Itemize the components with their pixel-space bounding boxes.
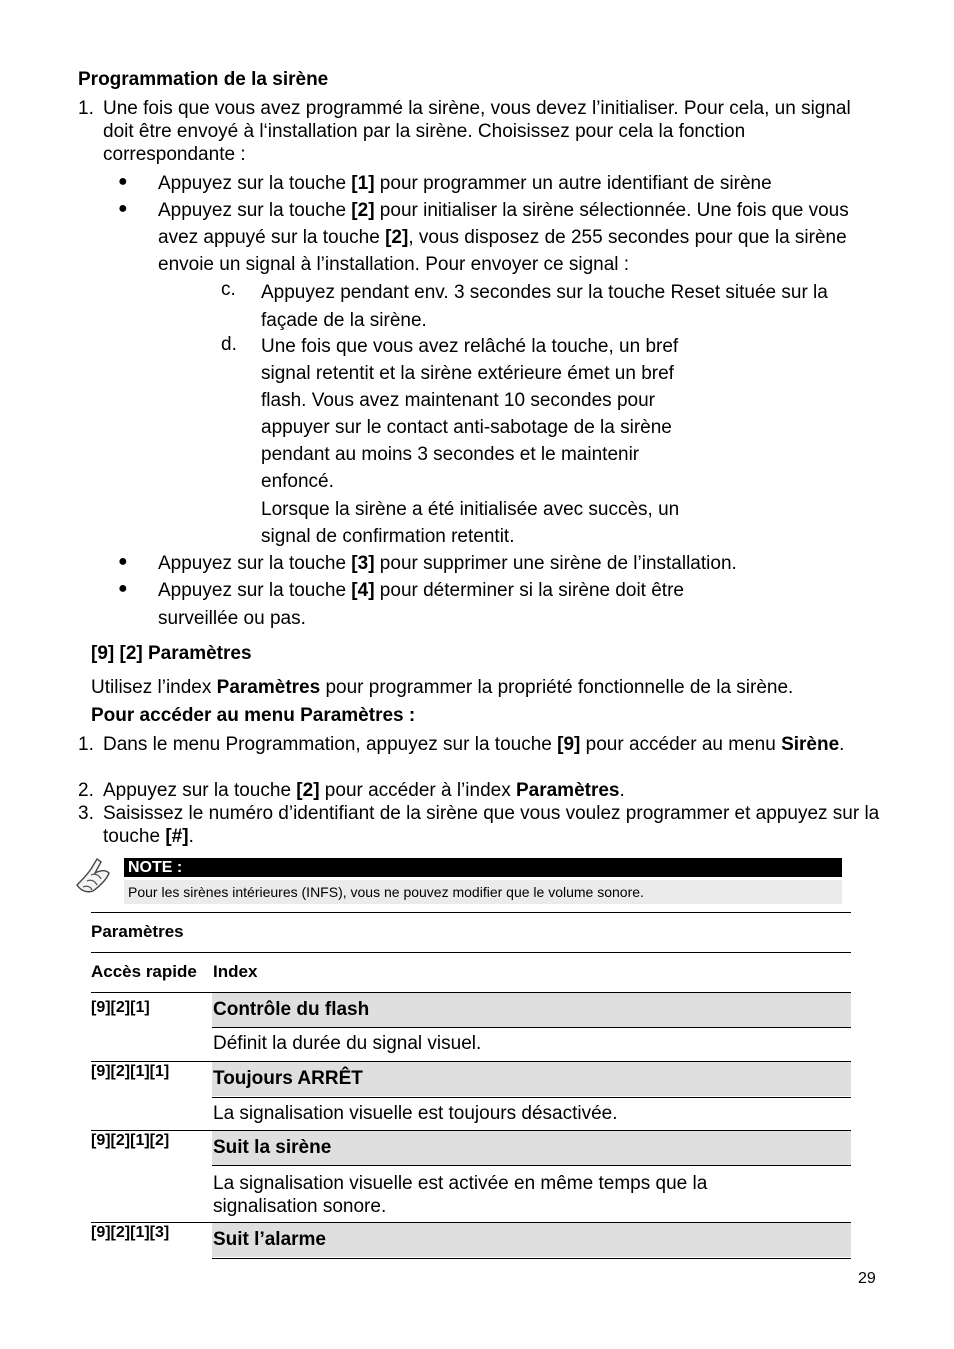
bullet-text: Appuyez sur la touche bbox=[158, 553, 352, 574]
bullet-text: Appuyez sur la touche bbox=[158, 173, 352, 194]
row-code: [9][2][1][3] bbox=[91, 1224, 170, 1241]
table-rule bbox=[91, 912, 851, 913]
intro-paragraph bbox=[91, 677, 793, 699]
step-text: Une fois que vous avez programmé la sirène, vous devez l’initialiser. Pour cela, un signal doit être envoyé à l‘installation par la sirène. Choisissez pour cela la fonction correspondante : bbox=[103, 98, 851, 165]
key-label: [4] bbox=[351, 580, 375, 601]
column-header-index: Index bbox=[213, 962, 258, 981]
step-number: 1. bbox=[78, 734, 94, 755]
row-desc: La signalisation visuelle est toujours désactivée. bbox=[213, 1103, 618, 1124]
row-desc: La signalisation visuelle est activée en même temps que la signalisation sonore. bbox=[213, 1173, 708, 1217]
bullet-text: pour supprimer une sirène de l’installation. bbox=[374, 553, 737, 574]
table-rule bbox=[212, 1165, 851, 1166]
section-heading: [9] [2] Paramètres bbox=[91, 643, 252, 664]
bullet-icon: ● bbox=[118, 173, 128, 190]
bullet-text: pour programmer un autre identifiant de sirène bbox=[374, 173, 772, 194]
bullet-icon: ● bbox=[118, 200, 128, 217]
page-number: 29 bbox=[858, 1270, 876, 1287]
intro-text: pour programmer la propriété fonctionnelle de la sirène. bbox=[320, 677, 794, 698]
bullet-text: pour initialiser la sirène sélectionnée. Une fois que vous avez appuyé sur la touche bbox=[158, 200, 849, 248]
bullet-item bbox=[158, 550, 878, 577]
sub-text: Lorsque la sirène a été initialisée avec succès, un signal de confirmation retentit. bbox=[261, 499, 680, 547]
bullet-text: pour déterminer si la sirène doit être surveillée ou pas. bbox=[158, 580, 684, 629]
key-label: [2] bbox=[385, 227, 409, 248]
row-name-cell bbox=[212, 1062, 851, 1096]
row-name-cell bbox=[212, 1131, 851, 1165]
bullet-icon: ● bbox=[118, 580, 128, 597]
row-code: [9][2][1][2] bbox=[91, 1132, 170, 1149]
row-name: Toujours ARRÊT bbox=[213, 1068, 363, 1089]
bullet-text: , vous disposez de 255 secondes pour que la sirène envoie un signal à l’installation. Pour envoyer ce signal : bbox=[158, 227, 847, 275]
key-label: [2] bbox=[296, 780, 320, 801]
column-header-access: Accès rapide bbox=[91, 962, 197, 981]
step-text: . bbox=[619, 780, 625, 801]
note-body bbox=[124, 880, 842, 904]
row-code: [9][2][1][1] bbox=[91, 1063, 170, 1080]
row-name: Suit la sirène bbox=[213, 1137, 332, 1158]
table-rule bbox=[91, 952, 851, 953]
intro-text: Utilisez l’index bbox=[91, 677, 217, 698]
key-label: [9] bbox=[557, 734, 581, 755]
step-item bbox=[103, 779, 873, 802]
note-text: Pour les sirènes intérieures (INFS), vous ne pouvez modifier que le volume sonore. bbox=[128, 884, 644, 900]
note-label: NOTE : bbox=[128, 859, 183, 876]
table-title: Paramètres bbox=[91, 922, 184, 941]
step-bold: Sirène bbox=[781, 734, 840, 755]
bullet-icon: ● bbox=[118, 553, 128, 570]
bullet-item bbox=[158, 577, 738, 633]
step-number: 2. bbox=[78, 780, 94, 801]
row-name-cell bbox=[212, 1223, 851, 1257]
row-name-cell bbox=[212, 993, 851, 1027]
step-text: Saisissez le numéro d’identifiant de la sirène que vous voulez programmer et appuyez sur la touche bbox=[103, 803, 880, 847]
row-name: Suit l’alarme bbox=[213, 1229, 326, 1250]
row-desc: Définit la durée du signal visuel. bbox=[213, 1033, 482, 1054]
step-text: pour accéder à l’index bbox=[319, 780, 516, 801]
step-text: Appuyez sur la touche bbox=[103, 780, 297, 801]
table-rule bbox=[212, 1027, 851, 1028]
sub-letter: c. bbox=[221, 279, 236, 300]
table-rule bbox=[212, 1258, 851, 1259]
bullet-item bbox=[158, 197, 878, 278]
key-label: [2] bbox=[351, 200, 375, 221]
step-number: 1. bbox=[78, 98, 94, 119]
step-bold: Paramètres bbox=[515, 780, 620, 801]
step-item bbox=[103, 733, 873, 756]
step-text: Dans le menu Programmation, appuyez sur la touche bbox=[103, 734, 558, 755]
step-text: . bbox=[839, 734, 845, 755]
bullet-text: Appuyez sur la touche bbox=[158, 200, 352, 221]
sub-text: Une fois que vous avez relâché la touche, un bref signal retentit et la sirène extérieure émet un bref flash. Vous avez maintenant 10 secondes pour appuyer sur le contact anti-sabotage de la sirène pendant au moins 3 secondes et le maintenir enfoncé. bbox=[261, 336, 679, 492]
row-name: Contrôle du flash bbox=[213, 999, 370, 1020]
step-item bbox=[103, 802, 888, 848]
row-code: [9][2][1] bbox=[91, 999, 150, 1016]
key-label: [3] bbox=[351, 553, 375, 574]
note-header bbox=[124, 858, 842, 877]
sub-text: Appuyez pendant env. 3 secondes sur la touche Reset située sur la façade de la sirène. bbox=[261, 282, 828, 331]
step-text: pour accéder au menu bbox=[580, 734, 782, 755]
note-hand-icon bbox=[73, 855, 115, 897]
key-label: [#] bbox=[165, 826, 189, 847]
bullet-text: Appuyez sur la touche bbox=[158, 580, 352, 601]
key-label: [1] bbox=[351, 173, 375, 194]
access-title: Pour accéder au menu Paramètres : bbox=[91, 705, 416, 726]
step-number: 3. bbox=[78, 803, 94, 824]
table-rule bbox=[212, 1097, 851, 1098]
intro-bold: Paramètres bbox=[216, 677, 321, 698]
sub-letter: d. bbox=[221, 334, 237, 355]
step-text: . bbox=[188, 826, 194, 847]
bullet-item bbox=[158, 170, 878, 197]
section-title: Programmation de la sirène bbox=[78, 69, 329, 90]
